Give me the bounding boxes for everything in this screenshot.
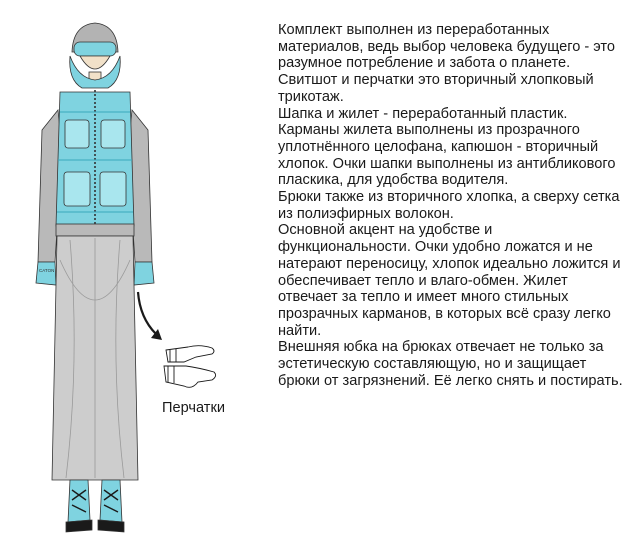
face — [80, 56, 110, 69]
description-paragraph: Свитшот и перчатки это вторичный хлопковый трикотаж. — [278, 72, 594, 105]
vest-pocket-upper-left — [65, 120, 89, 148]
vest-pocket-lower-left — [64, 172, 90, 206]
description-paragraph: Комплект выполнен из переработанных материалов, ведь выбор человека будущего - это разумное потребление и забота о планете. — [278, 22, 616, 72]
boot-soles — [66, 520, 124, 532]
description-paragraph: Основной акцент на удобстве и функциональности. Очки удобно ложатся и не натерают переносицу, хлопок идеально ложится и обеспечивает тепло и влаго-обмен. Жилет отвечает за тепло и имеет много стильных прозрачных карманов, в которых всё сразу легко найти. — [278, 222, 621, 339]
right-glove — [134, 262, 154, 285]
fashion-illustration — [0, 0, 270, 549]
glove-top — [166, 346, 214, 362]
vest-pocket-lower-right — [100, 172, 126, 206]
sleeve-label: CATON — [39, 268, 55, 273]
pointer-arrow — [138, 292, 156, 334]
left-glove — [36, 262, 56, 285]
left-boot — [68, 480, 90, 522]
description-text — [278, 22, 623, 389]
gloves-sketch — [164, 346, 216, 388]
glove-bottom — [164, 366, 216, 387]
right-boot — [100, 480, 122, 522]
vest-pocket-upper-right — [101, 120, 125, 148]
model-figure — [36, 23, 154, 532]
goggles — [74, 42, 116, 56]
sweatshirt-hem — [56, 224, 134, 236]
description-paragraph: Шапка и жилет - переработанный пластик. Карманы жилета выполнены из прозрачного уплотнённого целофана, капюшон - вторичный хлопок. Очки шапки выполнены из антибликового пласкика, для удобства водителя. — [278, 105, 616, 189]
description-paragraph: Брюки также из вторичного хлопка, а сверху сетка из полиэфирных волокон. — [278, 189, 620, 222]
gloves-caption: Перчатки — [162, 400, 226, 416]
description-paragraph: Внешняя юбка на брюках отвечает не только за эстетическую составляющую, но и защищает брюки от загрязнений. Её легко снять и постирать. — [278, 339, 623, 389]
